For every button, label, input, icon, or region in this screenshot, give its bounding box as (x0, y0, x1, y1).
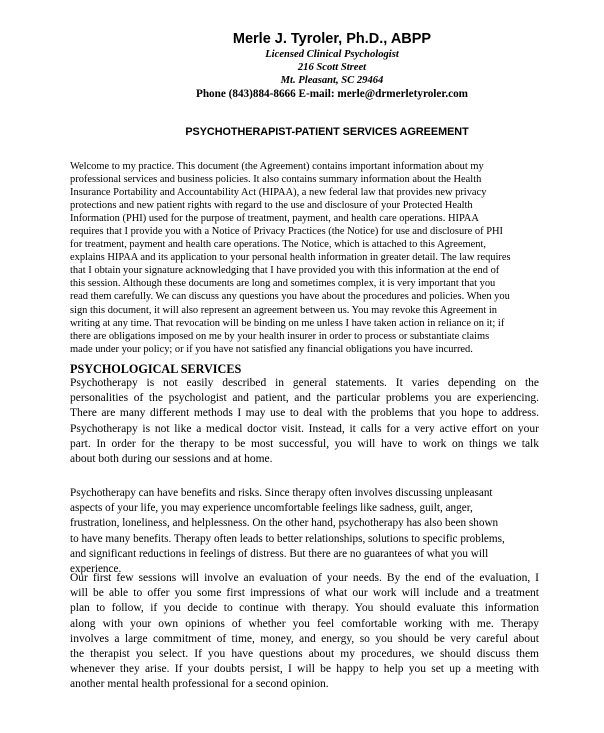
text-line: plan to follow, if you decide to continue with therapy. You should evaluate this information (70, 602, 539, 615)
section-heading: PSYCHOLOGICAL SERVICES (70, 362, 242, 376)
text-line: read them carefully. We can discuss any questions you have about the procedures and policies. When you (70, 291, 510, 303)
text-line: Welcome to my practice. This document (the Agreement) contains important information about my (70, 161, 484, 172)
author-credential: Licensed Clinical Psychologist (265, 49, 399, 60)
text-line: aspects of your life, you may experience uncomfortable feelings like sadness, guilt, anger, (70, 502, 473, 515)
text-line: there are obligations imposed on me by your health insurer in order to process or substantiate claims (70, 330, 490, 342)
text-line: will be able to offer you some first impressions of what our work will include and a treatment (70, 587, 539, 600)
contact-line: Phone (843)884-8666 E-mail: merle@drmerletyroler.com (196, 88, 468, 100)
text-line: There are many different methods I may use to deal with the problems that you hope to address. (70, 407, 539, 420)
text-line: requires that I provide you with a Notice of Privacy Practices (the Notice) for use and disclosure of PHI (70, 226, 504, 238)
paragraph-benefits-risks (70, 486, 539, 577)
text-line: that I obtain your signature acknowledging that I have provided you with this information at the end of (70, 265, 500, 277)
text-line: involves a large commitment of time, money, and energy, so you should be very careful about (70, 632, 539, 645)
text-line: explains HIPAA and its application to your personal health information in greater detail. The law requires (70, 252, 511, 264)
text-line: about both during our sessions and at home. (70, 453, 273, 466)
text-line: protections and new patient rights with regard to the use and disclosure of your Protected Health (70, 200, 473, 212)
text-line: the therapist you select. If you have questions about my procedures, we should discuss them (70, 648, 539, 661)
address-street: 216 Scott Street (297, 62, 367, 73)
text-line: Psychotherapy is not like a medical doctor visit. Instead, it calls for a very active effort on your (70, 422, 539, 435)
intro-paragraph (70, 160, 539, 356)
document-title: PSYCHOTHERAPIST-PATIENT SERVICES AGREEMENT (185, 126, 469, 138)
text-line: whenever they arise. If your doubts persist, I will be happy to help you set up a meeting with (70, 663, 539, 676)
text-line: writing at any time. That revocation will be binding on me unless I have taken action in reliance on it; if (70, 317, 505, 329)
text-line: Information (PHI) used for the purpose of treatment, payment, and health care operations. HIPAA (70, 213, 479, 225)
text-line: and significant reductions in feelings of distress. But there are no guarantees of what you will (70, 547, 489, 560)
paragraph-first-sessions (70, 571, 539, 693)
text-line: sign this document, it will also represent an agreement between us. You may revoke this Agreement in (70, 304, 497, 316)
text-line: Psychotherapy can have benefits and risks. Since therapy often involves discussing unpleasant (70, 487, 493, 499)
paragraph-psychotherapy-description (70, 376, 539, 467)
text-line: Psychotherapy is not easily described in general statements. It varies depending on the (70, 377, 539, 389)
text-line: part. In order for the therapy to be most successful, you will have to work on things we talk (70, 437, 539, 450)
address-city: Mt. Pleasant, SC 29464 (280, 75, 384, 86)
text-line: to have many benefits. Therapy often leads to better relationships, solutions to specific problems, (70, 532, 505, 545)
text-line: personalities of the psychologist and patient, and the particular problems you are experiencing. (70, 392, 539, 405)
text-line: professional services and business policies. It also contains summary information about the Health (70, 174, 482, 186)
text-line: another mental health professional for a second opinion. (70, 678, 329, 691)
text-line: along with your own opinions of whether you feel comfortable working with me. Therapy (70, 617, 539, 630)
text-line: experience. (70, 563, 122, 576)
text-line: for treatment, payment and health care operations. The Notice, which is attached to this Agreement, (70, 239, 487, 251)
text-line: made under your policy; or if you have not satisfied any financial obligations you have incurred. (70, 343, 473, 355)
author-name: Merle J. Tyroler, Ph.D., ABPP (232, 31, 432, 47)
letterhead (0, 31, 604, 101)
text-line: this session. Although these documents are long and sometimes complex, it is very important that you (70, 278, 496, 290)
text-line: Our first few sessions will involve an evaluation of your needs. By the end of the evaluation, I (70, 572, 539, 584)
text-line: Insurance Portability and Accountability Act (HIPAA), a new federal law that provides new privacy (70, 187, 487, 199)
text-line: frustration, loneliness, and helplessness. On the other hand, psychotherapy has also been shown (70, 517, 499, 530)
